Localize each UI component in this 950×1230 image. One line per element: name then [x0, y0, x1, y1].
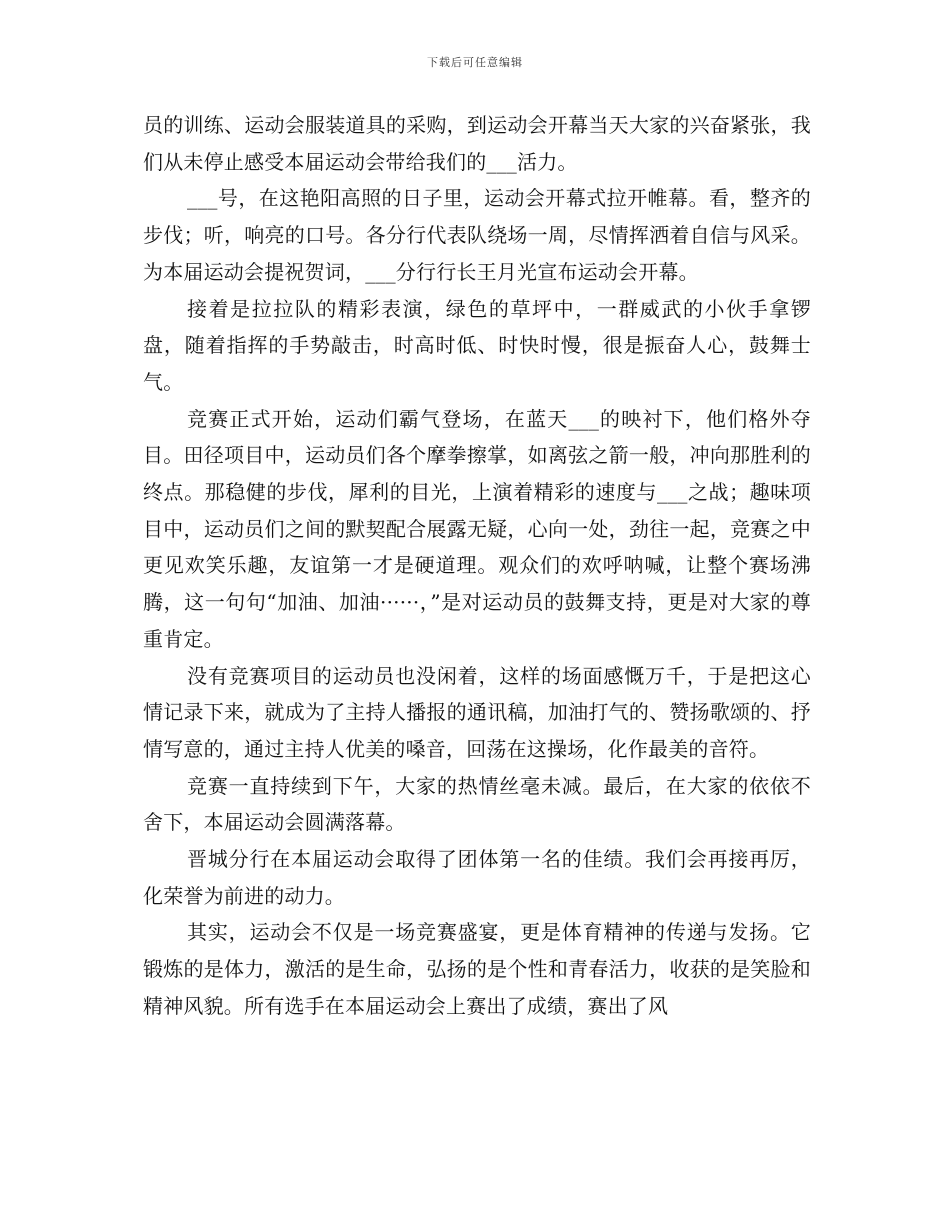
paragraph-4: 竞赛正式开始，运动们霸气登场，在蓝天___的映衬下，他们格外夺目。田径项目中，运动员们各个摩拳擦掌，如离弦之箭一般，冲向那胜利的终点。那稳健的步伐，犀利的目光，上演着精彩的速度与___之战；趣味项目中，运动员们之间的默契配合展露无疑，心向一处，劲往一起，竞赛之中更见欢笑乐趣，友谊第一才是硬道理。观众们的欢呼呐喊，让整个赛场沸腾，这一句句“加油、加油······，”是对运动员的鼓舞支持，更是对大家的尊重肯定。 [143, 406, 811, 651]
paragraph-1: 员的训练、运动会服装道具的采购，到运动会开幕当天大家的兴奋紧张，我们从未停止感受本届运动会带给我们的___活力。 [143, 113, 811, 174]
paragraph-8: 其实，运动会不仅是一场竞赛盛宴，更是体育精神的传递与发扬。它锻炼的是体力，激活的是生命，弘扬的是个性和青春活力，收获的是笑脸和精神风貌。所有选手在本届运动会上赛出了成绩，赛出了风 [143, 920, 811, 1018]
paragraph-2: ___号，在这艳阳高照的日子里，运动会开幕式拉开帷幕。看，整齐的步伐；听，响亮的口号。各分行代表队绕场一周，尽情挥洒着自信与风采。为本届运动会提祝贺词，___分行行长王月光宣布运动会开幕。 [143, 186, 811, 284]
paragraph-3: 接着是拉拉队的精彩表演，绿色的草坪中，一群威武的小伙手拿锣盘，随着指挥的手势敲击，时高时低、时快时慢，很是振奋人心，鼓舞士气。 [143, 296, 811, 394]
document-body [143, 107, 811, 1025]
paragraph-5: 没有竞赛项目的运动员也没闲着，这样的场面感慨万千，于是把这心情记录下来，就成为了主持人播报的通讯稿，加油打气的、赞扬歌颂的、抒情写意的，通过主持人优美的嗓音，回荡在这操场，化作最美的音符。 [143, 663, 811, 761]
paragraph-7: 晋城分行在本届运动会取得了团体第一名的佳绩。我们会再接再厉，化荣誉为前进的动力。 [143, 847, 811, 908]
paragraph-6: 竞赛一直持续到下午，大家的热情丝毫未减。最后，在大家的依依不舍下，本届运动会圆满落幕。 [143, 773, 811, 835]
page-header: 下载后可任意编辑 [427, 56, 523, 69]
